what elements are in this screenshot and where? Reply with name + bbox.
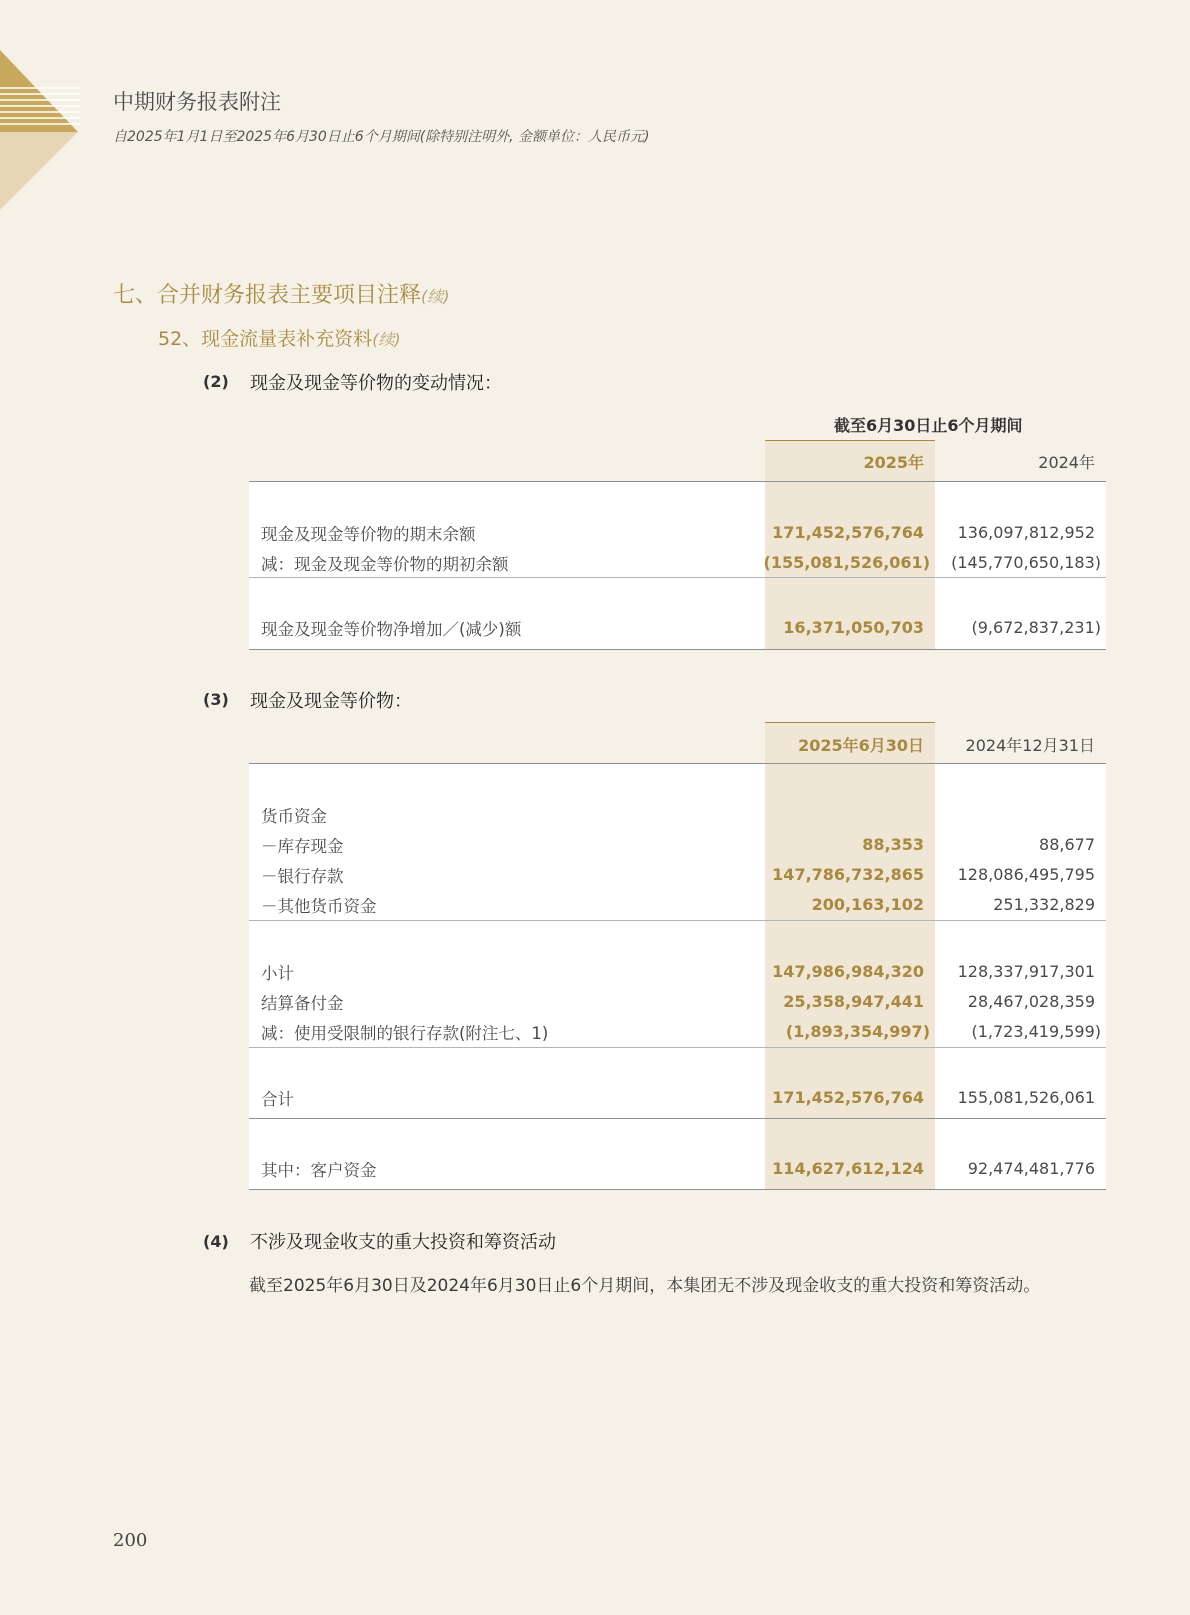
page-header-subtitle: 自2025年1月1日至2025年6月30日止6个月期间(除特别注明外, 金额单位：人民币元) xyxy=(113,129,650,145)
section-title-cont: (续) xyxy=(421,287,450,306)
item3-grand-total-rule xyxy=(249,1118,1106,1119)
item2-title: 现金及现金等价物的变动情况： xyxy=(250,373,502,394)
row-label: 减：现金及现金等价物的期初余额 xyxy=(261,555,509,574)
row-value-2024: (145,770,650,183) xyxy=(951,553,1101,572)
row-value-2025: 171,452,576,764 xyxy=(772,523,924,542)
row-value-2025: 114,627,612,124 xyxy=(772,1159,924,1178)
item2-bottom-rule xyxy=(249,649,1106,650)
row-value-2024: (1,723,419,599) xyxy=(971,1022,1101,1041)
item2-col-2025: 2025年 xyxy=(863,453,924,472)
item3-total-rule xyxy=(249,1047,1106,1048)
row-value-2025: 200,163,102 xyxy=(811,895,924,914)
row-label: 现金及现金等价物净增加／(减少)额 xyxy=(261,620,522,639)
row-label: －银行存款 xyxy=(261,867,344,886)
item3-subtotal-rule xyxy=(249,920,1106,921)
row-value-2024: 128,337,917,301 xyxy=(957,962,1095,981)
row-value-2024: (9,672,837,231) xyxy=(971,618,1101,637)
section-title-text: 七、合并财务报表主要项目注释 xyxy=(113,283,422,308)
item3-bottom-rule xyxy=(249,1189,1106,1190)
row-label: 小计 xyxy=(261,964,294,983)
row-value-2024: 88,677 xyxy=(1039,835,1095,854)
item4-paragraph: 截至2025年6月30日及2024年6月30日止6个月期间，本集团无不涉及现金收支的重大投资和筹资活动。 xyxy=(249,1276,1041,1296)
row-value-2024: 251,332,829 xyxy=(993,895,1095,914)
page-header-title: 中期财务报表附注 xyxy=(113,90,281,114)
row-value-2025: 88,353 xyxy=(862,835,924,854)
page-number: 200 xyxy=(113,1530,148,1551)
item2-col-2024: 2024年 xyxy=(1038,453,1095,472)
item3-header-rule xyxy=(249,763,1106,764)
item3-title: 现金及现金等价物： xyxy=(250,691,412,712)
row-value-2025: 147,986,984,320 xyxy=(772,962,924,981)
section-subtitle-text: 52、现金流量表补充资料 xyxy=(158,328,373,350)
row-value-2024: 136,097,812,952 xyxy=(957,523,1095,542)
item4-title: 不涉及现金收支的重大投资和筹资活动 xyxy=(250,1232,556,1253)
row-label: 结算备付金 xyxy=(261,994,344,1013)
row-value-2025: 171,452,576,764 xyxy=(772,1088,924,1107)
item4-number: (4) xyxy=(203,1232,229,1251)
item3-number: (3) xyxy=(203,690,229,709)
row-label: 减：使用受限制的银行存款(附注七、1) xyxy=(261,1024,549,1043)
row-value-2025: (1,893,354,997) xyxy=(785,1022,930,1041)
row-value-2025: (155,081,526,061) xyxy=(763,553,930,572)
row-value-2025: 25,358,947,441 xyxy=(783,992,924,1011)
item2-period-header: 截至6月30日止6个月期间 xyxy=(834,416,1023,435)
item2-subtotal-rule xyxy=(249,577,1106,578)
row-value-2024: 28,467,028,359 xyxy=(967,992,1095,1011)
row-label: 其中：客户资金 xyxy=(261,1161,377,1180)
row-value-2024: 155,081,526,061 xyxy=(957,1088,1095,1107)
row-label: －其他货币资金 xyxy=(261,897,377,916)
corner-ornament xyxy=(0,0,80,215)
item2-header-rule xyxy=(249,481,1106,482)
section-subtitle-cont: (续) xyxy=(372,330,401,349)
row-value-2024: 92,474,481,776 xyxy=(967,1159,1095,1178)
row-value-2024: 128,086,495,795 xyxy=(957,865,1095,884)
item2-gold-rule xyxy=(765,440,935,441)
section-title xyxy=(113,278,450,309)
item3-gold-rule xyxy=(765,722,935,723)
item3-col-2024: 2024年12月31日 xyxy=(965,736,1095,755)
row-value-2025: 16,371,050,703 xyxy=(783,618,924,637)
row-value-2025: 147,786,732,865 xyxy=(772,865,924,884)
row-label: 合计 xyxy=(261,1090,294,1109)
row-label: 货币资金 xyxy=(261,807,327,826)
row-label: －库存现金 xyxy=(261,837,344,856)
row-label: 现金及现金等价物的期末余额 xyxy=(261,525,476,544)
item2-number: (2) xyxy=(203,372,229,391)
item3-col-2025: 2025年6月30日 xyxy=(798,736,924,755)
section-subtitle xyxy=(158,324,401,351)
